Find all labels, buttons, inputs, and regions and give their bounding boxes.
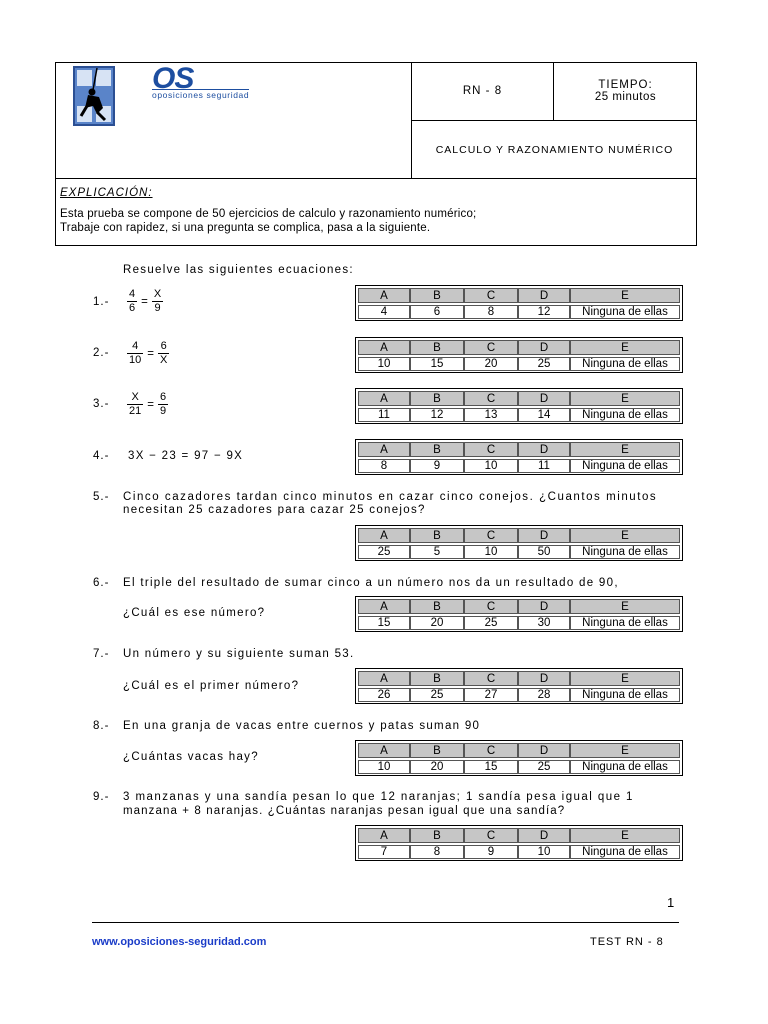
answer-option-header: B <box>410 743 464 758</box>
answer-option-header: E <box>570 288 680 303</box>
answer-option-header: D <box>518 743 570 758</box>
denominator: 9 <box>159 405 167 417</box>
answer-option-header: C <box>464 599 518 614</box>
answer-table <box>355 388 683 424</box>
answer-option-header: C <box>464 671 518 686</box>
answer-option-value[interactable]: 11 <box>358 408 410 422</box>
denominator: 6 <box>129 302 136 314</box>
question-text: necesitan 25 cazadores para cazar 25 conejos? <box>123 504 426 516</box>
answer-table <box>355 596 683 632</box>
answer-option-value[interactable]: 14 <box>518 408 570 422</box>
answer-option-header: C <box>464 828 518 843</box>
answer-option-value[interactable]: 15 <box>410 357 464 371</box>
answer-option-header: D <box>518 599 570 614</box>
answer-option-header: A <box>358 288 410 303</box>
answer-option-header: A <box>358 828 410 843</box>
answer-option-header: E <box>570 599 680 614</box>
answer-option-header: A <box>358 743 410 758</box>
answer-option-header: E <box>570 671 680 686</box>
numerator: 6 <box>159 391 167 403</box>
answer-option-header: C <box>464 391 518 406</box>
answer-option-header: C <box>464 743 518 758</box>
answer-table <box>355 439 683 475</box>
question-text: ¿Cuántas vacas hay? <box>123 751 259 763</box>
question-number: 7.- <box>93 648 110 660</box>
time-box <box>554 62 697 120</box>
footer-link[interactable]: www.oposiciones-seguridad.com <box>92 936 267 948</box>
question-number: 9.- <box>93 791 110 803</box>
question-number: 6.- <box>93 577 110 589</box>
question-text: ¿Cuál es el primer número? <box>123 680 300 692</box>
answer-option-value[interactable]: 5 <box>410 545 464 559</box>
answer-option-header: A <box>358 340 410 355</box>
question-text: 3X − 23 = 97 − 9X <box>128 450 244 462</box>
answer-option-value[interactable]: Ninguna de ellas <box>570 357 680 371</box>
answer-option-header: E <box>570 743 680 758</box>
logo: OS <box>152 62 194 95</box>
answer-option-header: E <box>570 528 680 543</box>
answer-option-header: C <box>464 340 518 355</box>
denominator: 10 <box>129 354 142 366</box>
answer-option-value[interactable]: Ninguna de ellas <box>570 760 680 774</box>
question-number: 8.- <box>93 720 110 732</box>
answer-option-value[interactable]: 15 <box>358 616 410 630</box>
question-equation <box>127 391 168 418</box>
question-equation <box>127 288 163 315</box>
answer-option-header: B <box>410 828 464 843</box>
answer-option-value[interactable]: Ninguna de ellas <box>570 305 680 319</box>
explanation-line: Esta prueba se compone de 50 ejercicios de calculo y razonamiento numérico; <box>60 208 477 220</box>
answer-option-value[interactable]: 30 <box>518 616 570 630</box>
answer-option-value[interactable]: Ninguna de ellas <box>570 545 680 559</box>
answer-option-value[interactable]: 10 <box>464 459 518 473</box>
answer-option-value[interactable]: 27 <box>464 688 518 702</box>
answer-option-value[interactable]: 7 <box>358 845 410 859</box>
answer-table <box>355 740 683 776</box>
answer-option-value[interactable]: 50 <box>518 545 570 559</box>
answer-table <box>355 285 683 321</box>
answer-option-value[interactable]: 9 <box>410 459 464 473</box>
instructions: Resuelve las siguientes ecuaciones: <box>123 264 354 276</box>
answer-option-value[interactable]: 8 <box>358 459 410 473</box>
answer-option-value[interactable]: 28 <box>518 688 570 702</box>
answer-option-value[interactable]: Ninguna de ellas <box>570 688 680 702</box>
answer-option-header: B <box>410 340 464 355</box>
numerator: X <box>131 391 139 403</box>
test-code: RN - 8 <box>462 85 503 97</box>
answer-option-value[interactable]: 13 <box>464 408 518 422</box>
answer-option-header: B <box>410 442 464 457</box>
answer-option-value[interactable]: 20 <box>410 616 464 630</box>
answer-option-value[interactable]: 25 <box>518 357 570 371</box>
numerator: 6 <box>160 340 167 352</box>
answer-option-header: B <box>410 671 464 686</box>
answer-option-value[interactable]: 6 <box>410 305 464 319</box>
question-text: En una granja de vacas entre cuernos y patas suman 90 <box>123 720 481 732</box>
answer-option-header: B <box>410 528 464 543</box>
answer-option-header: B <box>410 288 464 303</box>
numerator: 4 <box>132 340 139 352</box>
answer-option-value[interactable]: 10 <box>518 845 570 859</box>
answer-option-value[interactable]: 25 <box>518 760 570 774</box>
question-text: ¿Cuál es ese número? <box>123 607 266 619</box>
answer-option-value[interactable]: 8 <box>464 305 518 319</box>
answer-option-header: A <box>358 442 410 457</box>
answer-option-header: D <box>518 671 570 686</box>
answer-option-value[interactable]: 9 <box>464 845 518 859</box>
answer-option-header: C <box>464 442 518 457</box>
question-number: 1.- <box>93 296 110 308</box>
answer-option-header: C <box>464 288 518 303</box>
logo-tagline: oposiciones seguridad <box>152 90 250 100</box>
question-text: Un número y su siguiente suman 53. <box>123 648 355 660</box>
answer-option-header: E <box>570 391 680 406</box>
question-text: 3 manzanas y una sandía pesan lo que 12 naranjas; 1 sandía pesa igual que 1 <box>123 791 634 803</box>
answer-option-value[interactable]: 10 <box>464 545 518 559</box>
answer-option-value[interactable]: Ninguna de ellas <box>570 845 680 859</box>
answer-option-header: D <box>518 340 570 355</box>
explanation-line: Trabaje con rapidez, si una pregunta se complica, pasa a la siguiente. <box>60 222 431 234</box>
window-climber-icon <box>73 66 115 126</box>
answer-option-header: A <box>358 671 410 686</box>
question-text: El triple del resultado de sumar cinco a un número nos da un resultado de 90, <box>123 577 619 589</box>
answer-option-value[interactable]: Ninguna de ellas <box>570 459 680 473</box>
footer-test-label: TEST RN - 8 <box>590 936 664 948</box>
equals-sign: = <box>147 347 154 360</box>
answer-option-header: D <box>518 391 570 406</box>
answer-option-header: A <box>358 391 410 406</box>
question-number: 5.- <box>93 491 110 503</box>
answer-option-value[interactable]: 12 <box>518 305 570 319</box>
time-label: TIEMPO: <box>598 79 653 91</box>
equals-sign: = <box>147 398 154 411</box>
question-number: 4.- <box>93 450 110 462</box>
answer-option-value[interactable]: 4 <box>358 305 410 319</box>
answer-option-value[interactable]: Ninguna de ellas <box>570 616 680 630</box>
answer-option-value[interactable]: 8 <box>410 845 464 859</box>
answer-option-value[interactable]: 20 <box>464 357 518 371</box>
answer-table <box>355 337 683 373</box>
answer-option-value[interactable]: 10 <box>358 357 410 371</box>
answer-option-value[interactable]: 10 <box>358 760 410 774</box>
header-divider <box>55 178 697 179</box>
denominator: 9 <box>154 302 161 314</box>
answer-option-header: A <box>358 528 410 543</box>
question-text: manzana + 8 naranjas. ¿Cuántas naranjas pesan igual que una sandía? <box>123 805 566 817</box>
answer-option-header: A <box>358 599 410 614</box>
question-text: Cinco cazadores tardan cinco minutos en cazar cinco conejos. ¿Cuantos minutos <box>123 491 658 503</box>
answer-option-value[interactable]: 20 <box>410 760 464 774</box>
answer-option-value[interactable]: 25 <box>358 545 410 559</box>
answer-option-value[interactable]: 11 <box>518 459 570 473</box>
answer-table <box>355 668 683 704</box>
answer-table <box>355 525 683 561</box>
footer-divider <box>92 922 679 923</box>
denominator: 21 <box>129 405 142 417</box>
subject-title: CALCULO Y RAZONAMIENTO NUMÉRICO <box>435 143 674 156</box>
denominator: X <box>159 354 168 366</box>
question-number: 3.- <box>93 398 110 410</box>
answer-option-value[interactable]: Ninguna de ellas <box>570 408 680 422</box>
answer-option-header: E <box>570 828 680 843</box>
answer-option-value[interactable]: 25 <box>464 616 518 630</box>
answer-option-header: D <box>518 288 570 303</box>
answer-option-header: E <box>570 442 680 457</box>
answer-option-header: C <box>464 528 518 543</box>
answer-option-value[interactable]: 26 <box>358 688 410 702</box>
page-number: 1 <box>667 895 675 910</box>
equals-sign: = <box>141 295 148 308</box>
explanation-title: EXPLICACIÓN: <box>60 187 153 199</box>
answer-option-value[interactable]: 12 <box>410 408 464 422</box>
numerator: 4 <box>129 288 136 300</box>
answer-option-header: D <box>518 828 570 843</box>
question-equation <box>127 340 169 367</box>
answer-option-header: B <box>410 599 464 614</box>
answer-option-header: E <box>570 340 680 355</box>
answer-option-value[interactable]: 15 <box>464 760 518 774</box>
time-value: 25 minutos <box>594 91 657 103</box>
answer-option-header: B <box>410 391 464 406</box>
answer-option-value[interactable]: 25 <box>410 688 464 702</box>
numerator: X <box>153 288 162 300</box>
answer-table <box>355 825 683 861</box>
question-number: 2.- <box>93 347 110 359</box>
answer-option-header: D <box>518 442 570 457</box>
answer-option-header: D <box>518 528 570 543</box>
